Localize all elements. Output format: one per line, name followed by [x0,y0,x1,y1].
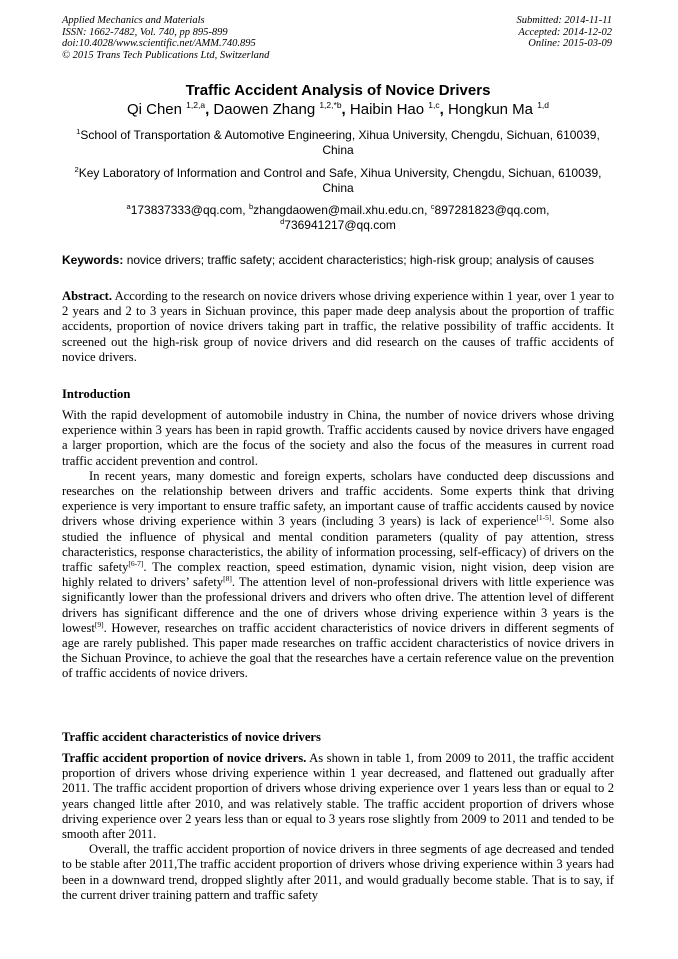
author-affil-sup: 1,d [537,100,550,110]
submitted-date: Submitted: 2014-11-11 [516,15,612,26]
author-affil-sup: 1,2,*b [319,100,342,110]
email: zhangdaowen@mail.xhu.edu.cn, [253,203,431,217]
keywords [62,253,614,268]
affiliation: $^2$Key Laboratory of Information and Control and Safe, Xihua University, Chengdu, Sichuan, 610039, China [74,165,602,195]
journal-issn: ISSN: 1662-7482, Vol. 740, pp 895-899 [62,26,228,38]
title-block [62,81,614,233]
journal-header [62,15,269,61]
journal-copyright: © 2015 Trans Tech Publications Ltd, Switzerland [62,49,270,61]
introduction-body [62,408,614,682]
author-affil-sup: 1,2,a [186,100,206,110]
citation: [1-5] [536,513,552,523]
citation: [8] [223,574,232,584]
paragraph: Overall, the traffic accident proportion of novice drivers in three segments of age decreased and tended to be stable after 2011,The traffic accident proportion of drivers whose driving experience within 3 years had been in a downward trend, dropped slightly after 2011, and would gradually become stable. That is to say, if the current driver training pattern and traffic safety [62,842,614,902]
abstract-text: According to the research on novice drivers whose driving experience within 1 year, over 1 year to 2 years and 2 to 3 years in Sichuan province, this paper made deep analysis about the proportion of traffic accidents, proportion of novice drivers taking part in traffic, the relative possibility of traffic accidents. It screened out the high-risk group of novice drivers and did research on the causes of traffic accidents of novice drivers. [62,289,614,364]
section2-heading [62,730,614,745]
online-date: Online: 2015-03-09 [528,38,612,49]
keywords-text: novice drivers; traffic safety; accident characteristics; high-risk group; analysis of causes [123,253,595,267]
introduction-heading [62,387,614,402]
dates-header [516,15,612,50]
affiliation: $^1$School of Transportation & Automotive Engineering, Xihua University, Chengdu, Sichuan, 610039, China [76,127,600,157]
author-name: Qi Chen [126,101,182,118]
email: 173837333@qq.com, [130,203,249,217]
author-name: Haibin Hao [349,101,425,118]
accepted-date: Accepted: 2014-12-02 [518,26,612,38]
author-list: Qi Chen $^{1,2,a}$, Daowen Zhang $^{1,2,*b}$, Haibin Hao $^{1,c}$, Hongkun Ma $^{1,d}$ [126,100,550,118]
journal-name: Applied Mechanics and Materials [62,15,205,26]
author-affil-sup: 1,c [428,100,440,110]
email: 736941217@qq.com [284,218,396,232]
author-emails: $^a$173837333@qq.com, $^b$zhangdaowen@mail.xhu.edu.cn, $^c$897281823@qq.com, $^d$736941217@qq.com [126,202,550,232]
paragraph: With the rapid development of automobile industry in China, the number of novice drivers whose driving experience within 3 years has been in rapid growth. Traffic accidents caused by novice drivers have engaged a larger proportion, which are the focus of the society and also the focus of the measures in current road traffic accident prevention and control. [62,408,614,468]
citation: [6-7] [128,558,144,568]
paper-title: Traffic Accident Analysis of Novice Drivers [185,82,491,99]
email: 897281823@qq.com, [434,203,550,217]
journal-doi: doi:10.4028/www.scientific.net/AMM.740.895 [62,38,256,49]
citation: [9] [94,619,104,629]
section-heading: Introduction [62,387,131,401]
abstract [62,289,614,365]
section-heading: Traffic accident characteristics of novice drivers [62,730,321,744]
paragraph: Traffic accident proportion of novice drivers. As shown in table 1, from 2009 to 2011, the traffic accident proportion of drivers whose driving experience within 1 year decreased, and flattened out gradually after 2011. The traffic accident proportion of drivers whose driving experience over 1 years less than or equal to 2 years changed little after 2010, and was relatively stable. The traffic accident proportion of drivers whose driving experience over 2 years less than or equal to 3 years rose slightly from 2009 to 2011 and tended to be smooth after 2011. [62,751,614,842]
author-name: Hongkun Ma [447,101,534,118]
section2-body [62,751,614,903]
author-name: Daowen Zhang [213,101,316,118]
subsection-label: Traffic accident proportion of novice drivers. [62,751,307,765]
keywords-label: Keywords: [62,253,124,267]
abstract-label: Abstract. [62,289,113,303]
paragraph: In recent years, many domestic and foreign experts, scholars have conducted deep discussions and researches on the relationship between drivers and traffic accidents. Some experts think that driving experience is very important to ensure traffic safety, an important cause of traffic accidents caused by novice drivers whose driving experience within 3 years (including 3 years) is lack of experience[1-5]. Some also studied the influence of physical and mental condition parameters (quality of pay attention, stress characteristics, response characteristics, the ability of information processing, self-efficacy) of drivers on the traffic safety[6-7]. The complex reaction, speed estimation, dynamic vision, night vision, deep vision are highly related to drivers’ safety[8]. The attention level of non-professional drivers with little experience was significantly lower than the professional drivers and drivers who often drive. The attention level of different drivers has significant difference and the one of drivers whose driving experience within 3 years is the lowest[9]. However, researches on traffic accident characteristics of novice drivers in different segments of age are rarely published. This paper made researches on traffic accident characteristics of novice drivers in the Sichuan Province, to achieve the goal that the researches have a certain reference value on the prevention of traffic accidents of novice drivers. [62,468,615,681]
